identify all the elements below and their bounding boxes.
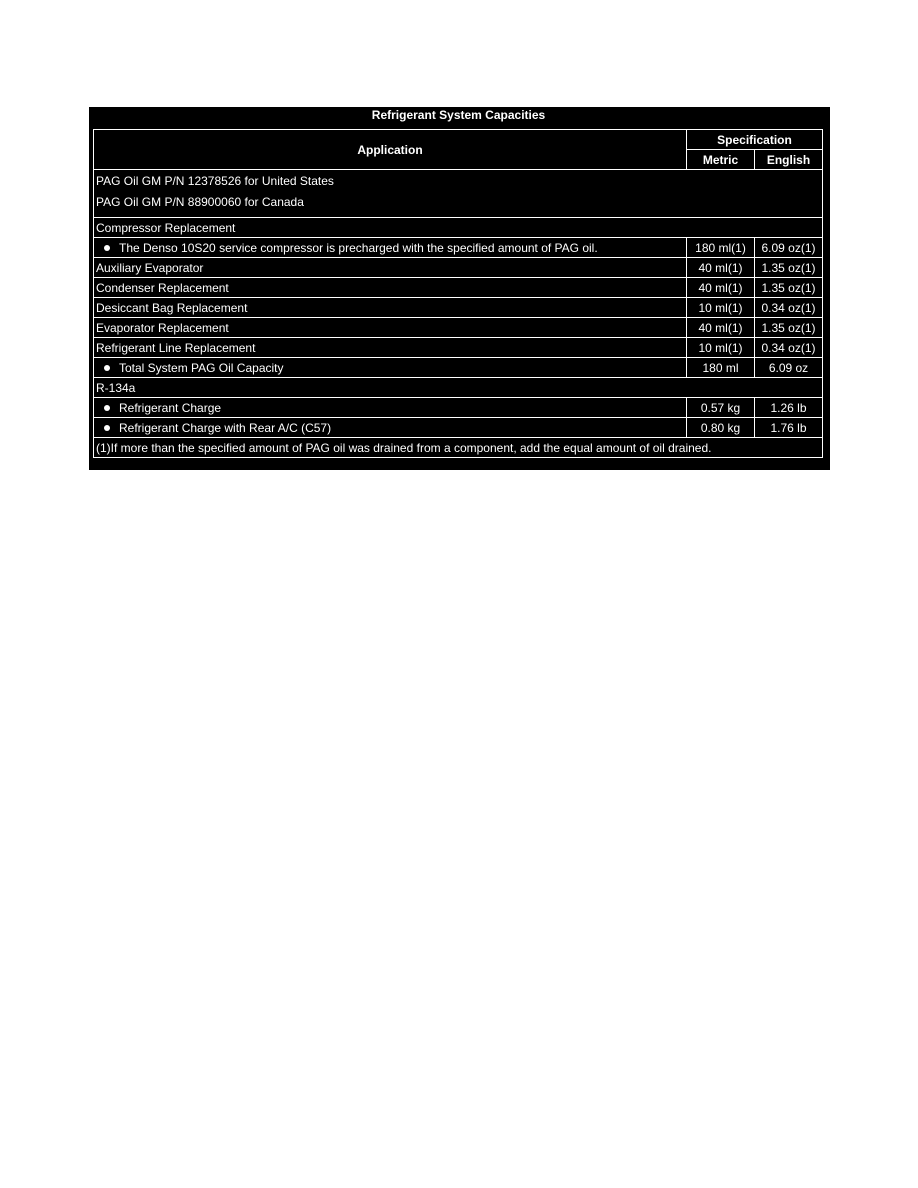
table-row [94,358,823,378]
table-row [94,278,823,298]
table-row [94,298,823,318]
row-label: Evaporator Replacement [94,318,687,338]
table-row [94,438,823,458]
bullet-icon [104,245,110,251]
row-label: Total System PAG Oil Capacity [94,358,687,378]
row-label: Desiccant Bag Replacement [94,298,687,318]
row-english: 1.35 oz(1) [755,258,823,278]
table-row [94,318,823,338]
table-row [94,418,823,438]
row-metric: 180 ml(1) [687,238,755,258]
pag-oil-part-us: PAG Oil GM P/N 12378526 for United States [96,174,334,188]
row-label: Condenser Replacement [94,278,687,298]
header-application: Application [94,130,687,170]
section-compressor-replacement: Compressor Replacement [94,218,823,238]
table-row [94,170,823,218]
section-r134a: R-134a [94,378,823,398]
row-label: Refrigerant Charge with Rear A/C (C57) [94,418,687,438]
row-label: The Denso 10S20 service compressor is precharged with the specified amount of PAG oil. [94,238,687,258]
row-metric: 10 ml(1) [687,338,755,358]
row-english: 6.09 oz(1) [755,238,823,258]
footnote: (1)If more than the specified amount of PAG oil was drained from a component, add the equal amount of oil drained. [94,438,823,458]
refrigerant-capacities-table-frame [89,107,830,470]
pag-oil-part-numbers [94,170,823,218]
row-english: 0.34 oz(1) [755,298,823,318]
row-label: Refrigerant Charge [94,398,687,418]
row-english: 6.09 oz [755,358,823,378]
header-specification: Specification [687,130,823,150]
row-metric: 40 ml(1) [687,258,755,278]
row-english: 1.76 lb [755,418,823,438]
table-row [94,218,823,238]
row-label: Refrigerant Line Replacement [94,338,687,358]
row-metric: 0.57 kg [687,398,755,418]
table-row [94,338,823,358]
bullet-icon [104,405,110,411]
bullet-icon [104,365,110,371]
pag-oil-part-canada: PAG Oil GM P/N 88900060 for Canada [96,195,304,209]
header-metric: Metric [687,150,755,170]
bullet-icon [104,425,110,431]
row-english: 1.26 lb [755,398,823,418]
row-metric: 40 ml(1) [687,278,755,298]
table-title: Refrigerant System Capacities [371,108,546,122]
row-metric: 0.80 kg [687,418,755,438]
row-metric: 10 ml(1) [687,298,755,318]
refrigerant-capacities-table [93,129,823,458]
row-english: 1.35 oz(1) [755,278,823,298]
table-row [94,258,823,278]
row-metric: 180 ml [687,358,755,378]
table-row [94,378,823,398]
header-english: English [755,150,823,170]
row-english: 0.34 oz(1) [755,338,823,358]
row-label: Auxiliary Evaporator [94,258,687,278]
table-row [94,238,823,258]
table-row [94,398,823,418]
row-english: 1.35 oz(1) [755,318,823,338]
row-metric: 40 ml(1) [687,318,755,338]
